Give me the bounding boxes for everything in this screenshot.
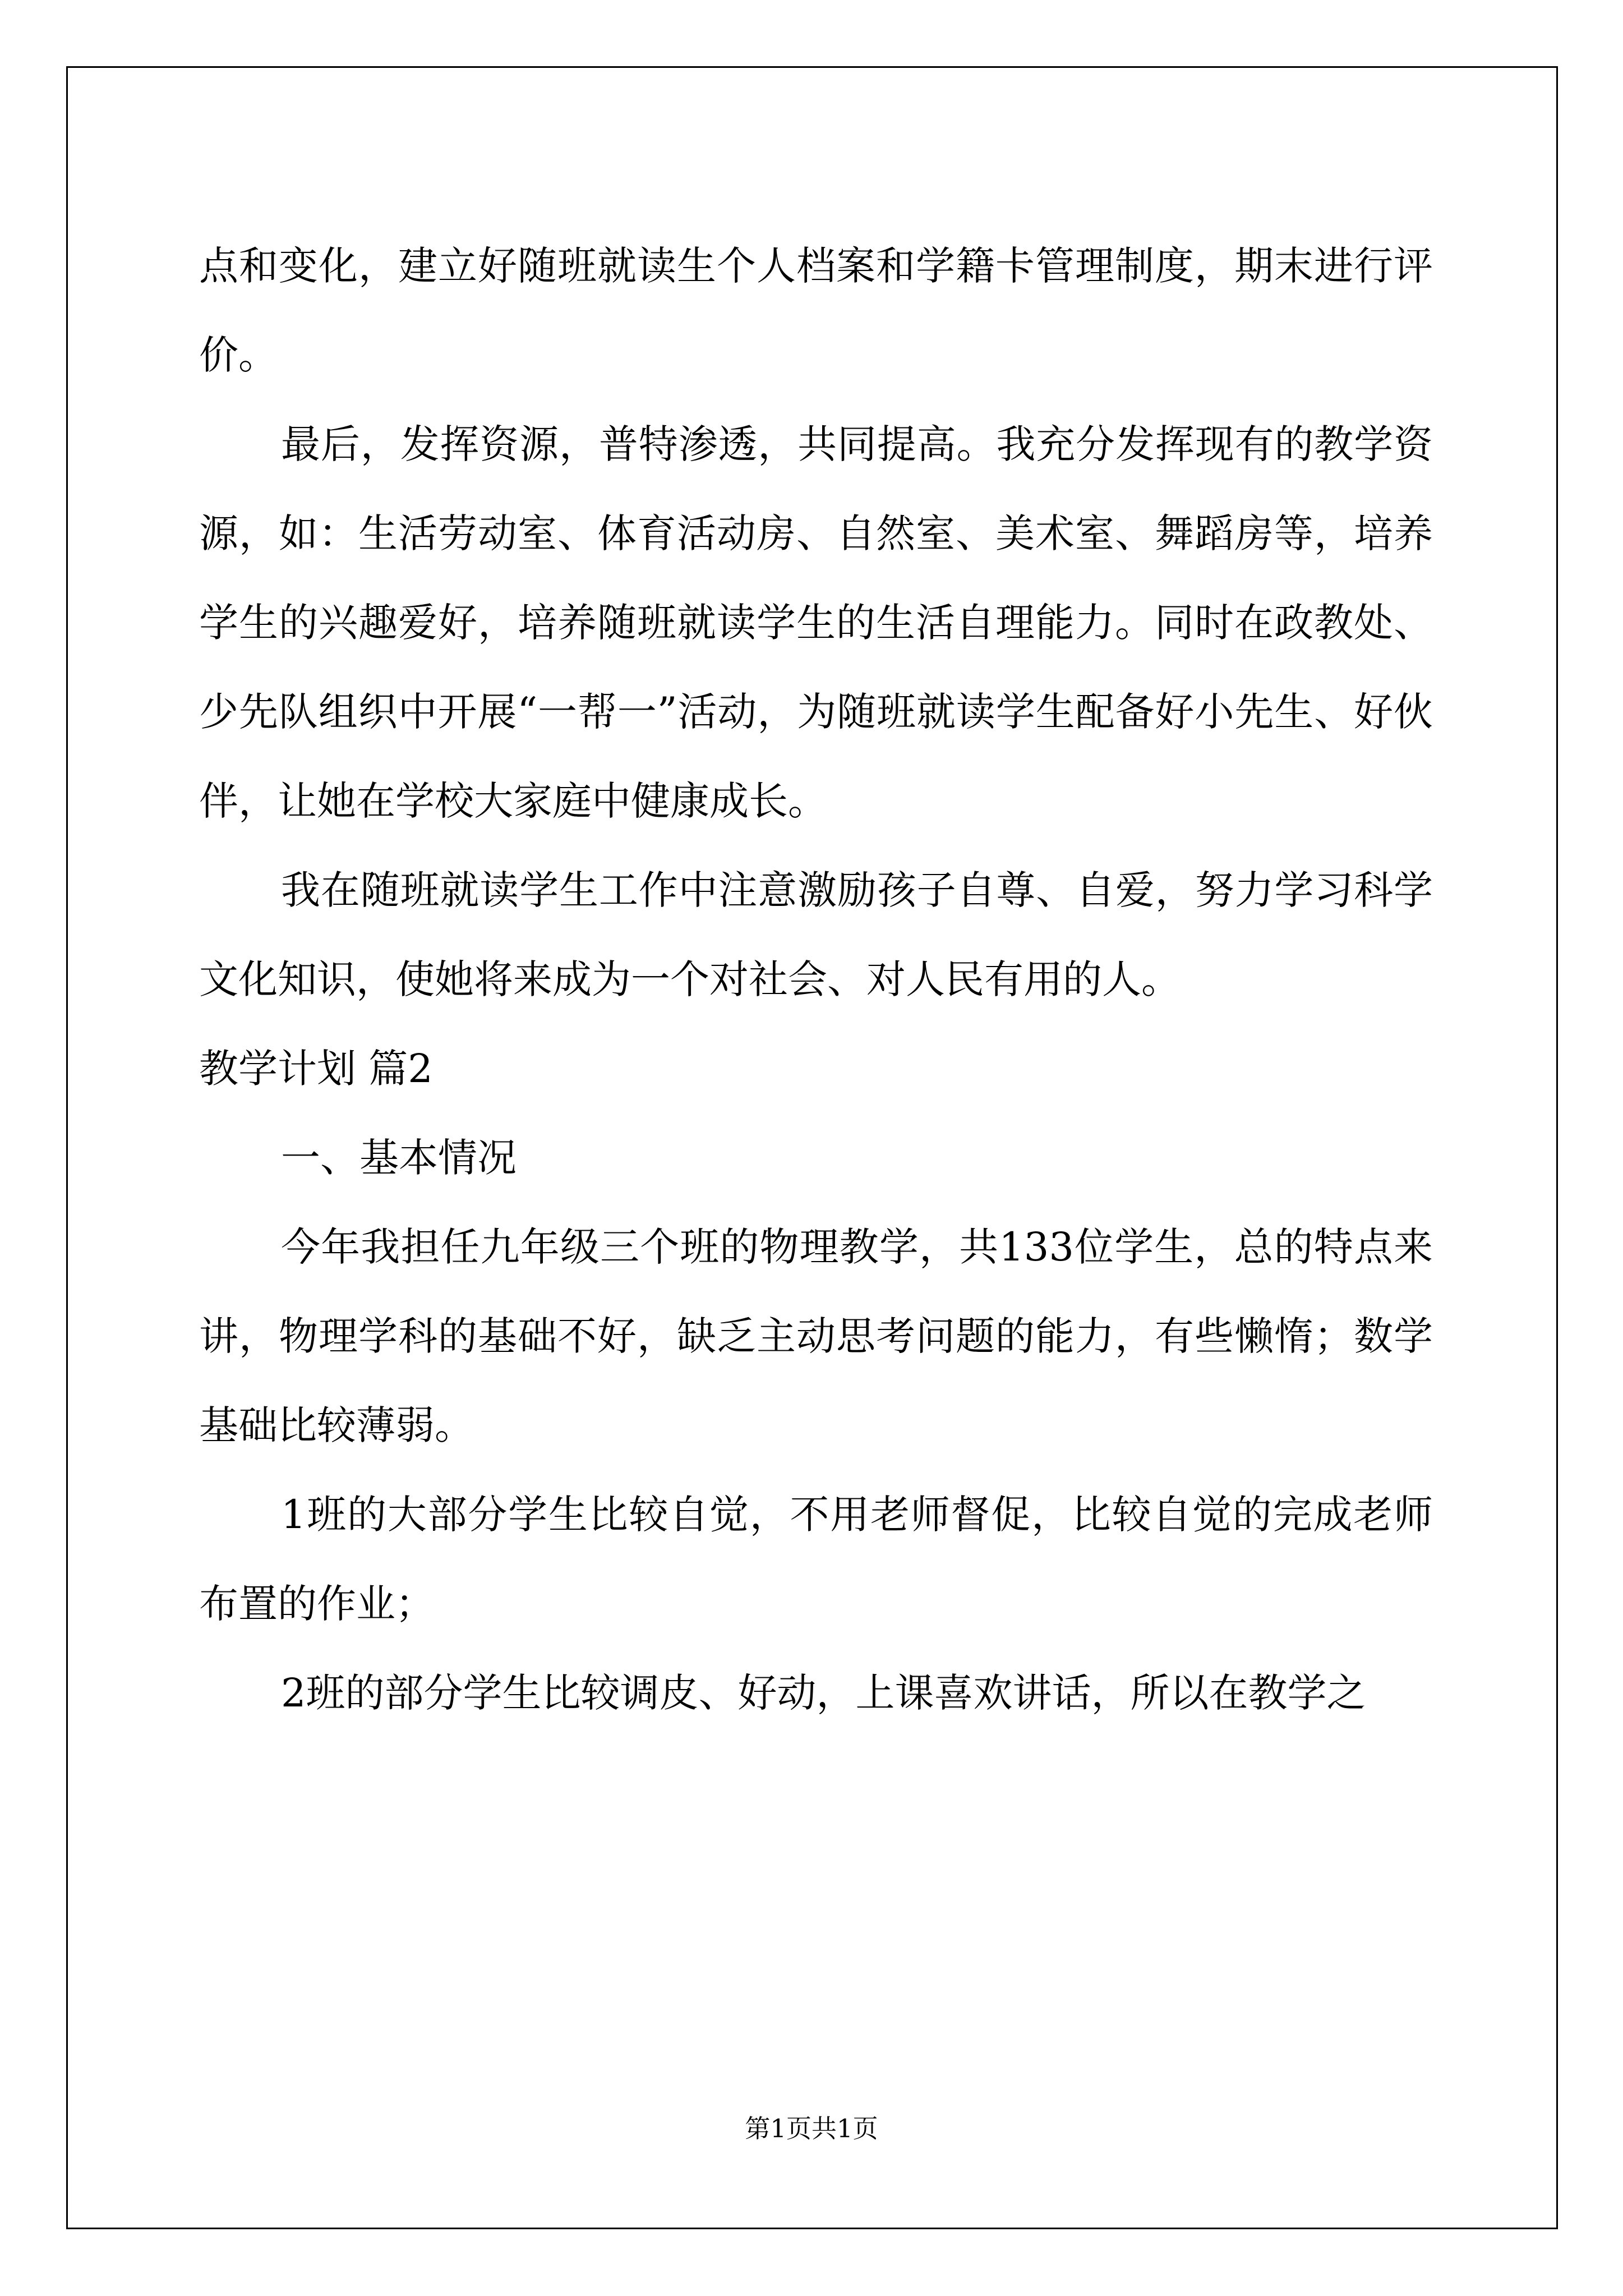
paragraph-overview: 今年我担任九年级三个班的物理教学，共133位学生，总的特点来讲，物理学科的基础不好，缺乏主动思考问题的能力，有些懒惰；数学基础比较薄弱。 — [199, 1224, 1433, 1448]
document-body — [199, 222, 1433, 1738]
subsection-heading: 一、基本情况 — [281, 1135, 517, 1181]
section-heading: 教学计划 篇2 — [199, 1046, 433, 1092]
page-footer — [0, 2112, 1623, 2146]
paragraph-resources: 最后，发挥资源，普特渗透，共同提高。我充分发挥现有的教学资源，如：生活劳动室、体育活动房、自然室、美术室、舞蹈房等，培养学生的兴趣爱好，培养随班就读学生的生活自理能力。同时在政教处、少先队组织中开展“一帮一”活动，为随班就读学生配备好小先生、好伙伴，让她在学校大家庭中健康成长。 — [199, 421, 1433, 824]
paragraph-class-2: 2班的部分学生比较调皮、好动，上课喜欢讲话，所以在教学之 — [281, 1670, 1366, 1716]
paragraph-continuation: 点和变化，建立好随班就读生个人档案和学籍卡管理制度，期末进行评价。 — [199, 243, 1433, 378]
page-total: 共1页 — [811, 2114, 878, 2143]
paragraph-class-1: 1班的大部分学生比较自觉，不用老师督促，比较自觉的完成老师布置的作业； — [199, 1492, 1433, 1627]
paragraph-encouragement: 我在随班就读学生工作中注意激励孩子自尊、自爱，努力学习科学文化知识，使她将来成为一个对社会、对人民有用的人。 — [199, 867, 1433, 1002]
page-number: 第1页 — [745, 2114, 811, 2143]
